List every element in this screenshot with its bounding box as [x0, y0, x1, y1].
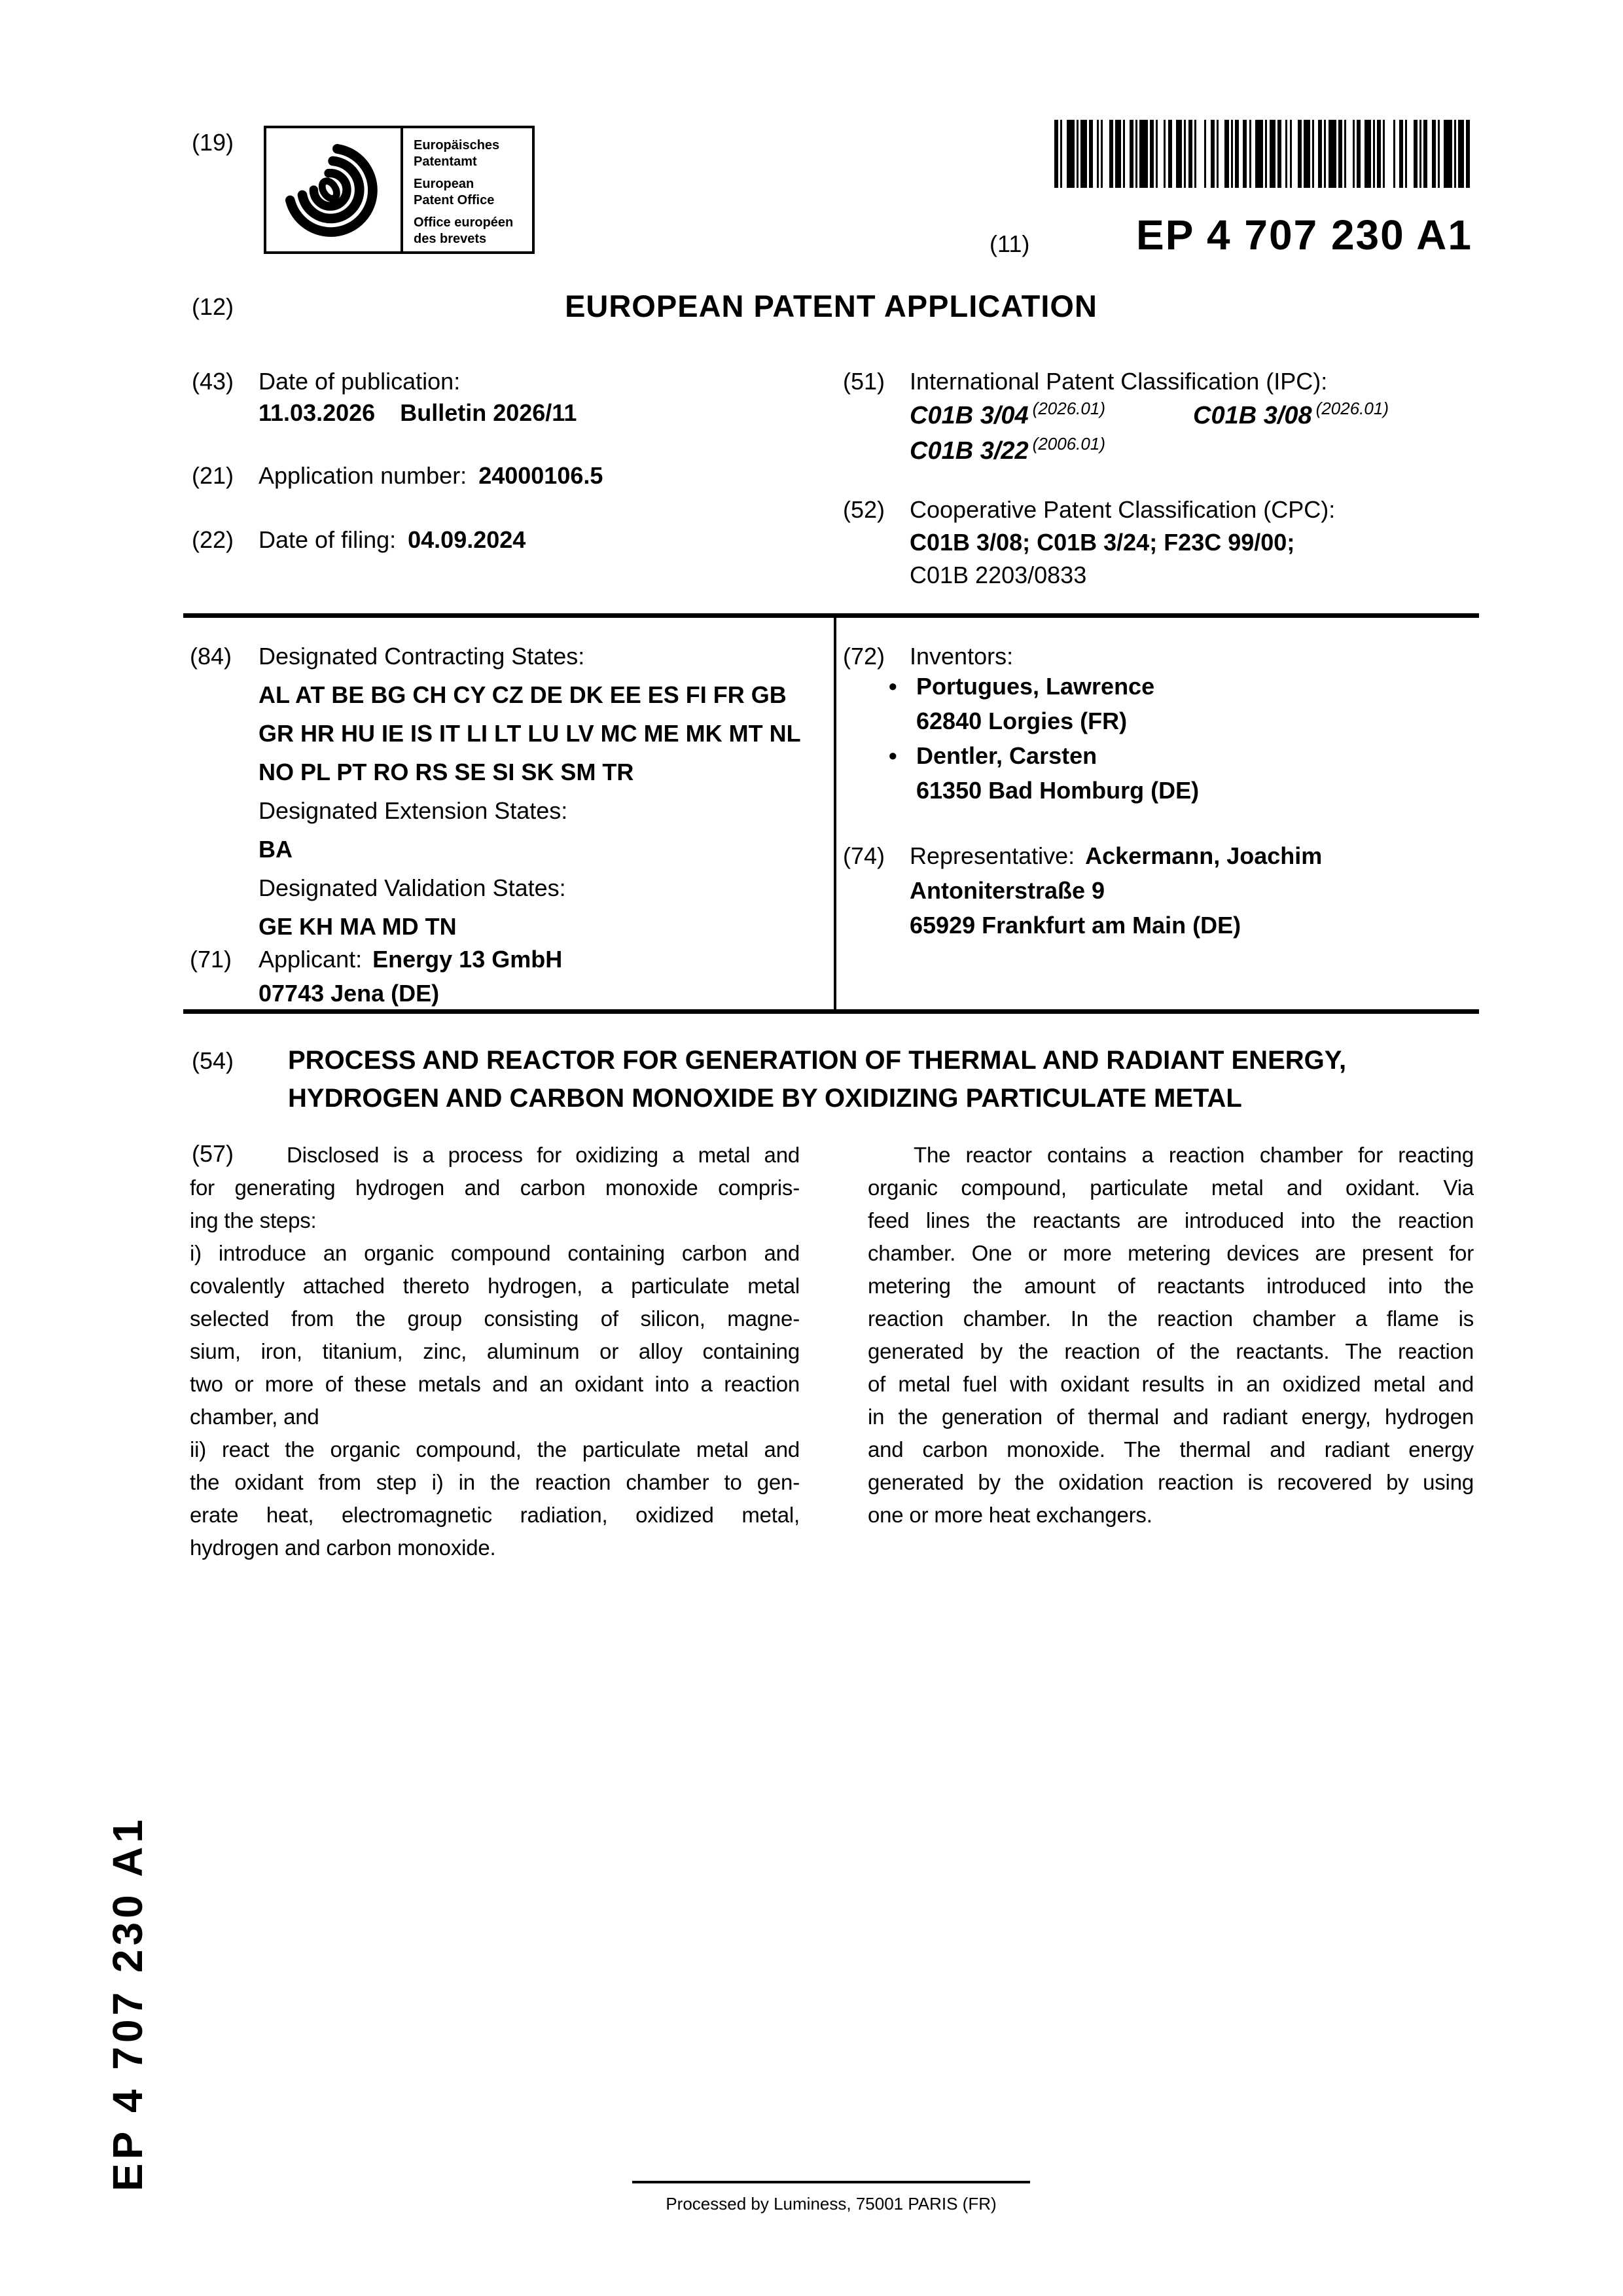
publication-date-value: [259, 399, 577, 426]
representative-row: [910, 842, 1322, 869]
ref-54: (54): [192, 1047, 234, 1074]
abstract-line: chamber. One or more metering devices are present for: [868, 1241, 1474, 1265]
abstract-line: sium, iron, titanium, zinc, aluminum or alloy containing: [190, 1339, 800, 1363]
abstract-line: generated by the oxidation reaction is recovered by using: [868, 1470, 1474, 1494]
cpc-codes-line1: C01B 3/08; C01B 3/24; F23C 99/00;: [910, 529, 1295, 556]
ref-74: (74): [843, 842, 885, 869]
representative-name: Ackermann, Joachim: [1085, 842, 1323, 869]
epo-name-fr-line1: Office européen: [414, 215, 514, 230]
abstract-line: The reactor contains a reaction chamber for reacting: [914, 1143, 1474, 1167]
ipc-entry-2: [1193, 399, 1389, 430]
sidebar-publication-number: EP 4 707 230 A1: [104, 1816, 151, 2191]
extension-states-label: Designated Extension States:: [259, 797, 568, 824]
inventors-label: Inventors:: [910, 643, 1014, 670]
filing-date-row: [259, 526, 526, 553]
ipc-line-2: [910, 434, 1105, 465]
application-number-label: Application number:: [259, 462, 467, 489]
table-top-rule: [183, 613, 1479, 618]
ipc-code-3: C01B 3/22: [910, 437, 1029, 465]
ref-52: (52): [843, 496, 885, 523]
applicant-name: Energy 13 GmbH: [372, 946, 563, 973]
extension-states-value: BA: [259, 836, 293, 863]
abstract-line: hydrogen and carbon monoxide.: [190, 1535, 496, 1560]
epo-logo-box: [264, 126, 535, 254]
abstract-line: Disclosed is a process for oxidizing a metal and: [287, 1143, 800, 1167]
document-type: EUROPEAN PATENT APPLICATION: [565, 289, 1097, 323]
ref-71: (71): [190, 946, 232, 973]
application-number: 24000106.5: [478, 462, 603, 489]
inventor-2-name: Dentler, Carsten: [916, 742, 1097, 769]
filing-date-label: Date of filing:: [259, 526, 397, 553]
ipc-code-1: C01B 3/04: [910, 402, 1029, 429]
epo-name-fr-line2: des brevets: [414, 232, 487, 246]
epo-logo-text: [401, 128, 532, 251]
abstract-line: ii) react the organic compound, the particulate metal and: [190, 1437, 800, 1462]
ref-22: (22): [192, 526, 234, 553]
abstract-line: chamber, and: [190, 1405, 319, 1429]
footer-rule: [632, 2181, 1030, 2183]
contracting-states-label: Designated Contracting States:: [259, 643, 585, 670]
ref-12: (12): [192, 293, 234, 320]
abstract-line: metering the amount of reactants introduced into the: [868, 1274, 1474, 1298]
invention-title-line2: HYDROGEN AND CARBON MONOXIDE BY OXIDIZING PARTICULATE METAL: [288, 1084, 1242, 1113]
ipc-version-3: (2006.01): [1032, 434, 1105, 454]
footer-text: Processed by Luminess, 75001 PARIS (FR): [666, 2194, 997, 2214]
inventor-2-address: 61350 Bad Homburg (DE): [916, 777, 1200, 804]
ipc-version-2: (2026.01): [1315, 399, 1389, 418]
publication-date-label: Date of publication:: [259, 368, 461, 395]
abstract-line: two or more of these metals and an oxidant into a reaction: [190, 1372, 800, 1396]
ipc-label: International Patent Classification (IPC):: [910, 368, 1328, 395]
ref-51: (51): [843, 368, 885, 395]
abstract-line: ing the steps:: [190, 1208, 317, 1232]
applicant-address: 07743 Jena (DE): [259, 980, 440, 1007]
publication-date: 11.03.2026: [259, 399, 376, 426]
epo-name-fr: [414, 215, 532, 247]
ref-84: (84): [190, 643, 232, 670]
abstract-line: in the generation of thermal and radiant energy, hydrogen: [868, 1405, 1474, 1429]
epo-name-de-line1: Europäisches: [414, 138, 500, 152]
validation-states-label: Designated Validation States:: [259, 874, 566, 901]
ref-11: (11): [990, 230, 1030, 257]
ref-21: (21): [192, 462, 234, 489]
ref-57: (57): [192, 1140, 234, 1167]
ref-19: (19): [192, 129, 234, 156]
applicant-row: [259, 946, 562, 973]
abstract-line: for generating hydrogen and carbon monoxide compris-: [190, 1175, 800, 1200]
representative-address-line2: 65929 Frankfurt am Main (DE): [910, 912, 1241, 939]
ref-72: (72): [843, 643, 885, 670]
abstract-line: reaction chamber. In the reaction chamber a flame is: [868, 1306, 1474, 1331]
representative-label: Representative:: [910, 842, 1075, 869]
abstract-line: erate heat, electromagnetic radiation, oxidized metal,: [190, 1503, 800, 1527]
epo-name-en: [414, 176, 532, 209]
filing-date: 04.09.2024: [408, 526, 526, 553]
abstract-line: covalently attached thereto hydrogen, a particulate metal: [190, 1274, 800, 1298]
contracting-states-line1: AL AT BE BG CH CY CZ DE DK EE ES FI FR GB: [259, 681, 787, 708]
invention-title-line1: PROCESS AND REACTOR FOR GENERATION OF THERMAL AND RADIANT ENERGY,: [288, 1046, 1347, 1075]
bulletin-number: Bulletin 2026/11: [400, 399, 577, 426]
abstract-line: organic compound, particulate metal and oxidant. Via: [868, 1175, 1474, 1200]
abstract-line: and carbon monoxide. The thermal and radiant energy: [868, 1437, 1474, 1462]
table-column-divider: [834, 613, 836, 1014]
representative-address-line1: Antoniterstraße 9: [910, 877, 1105, 904]
abstract-right-column: [868, 1139, 1474, 1532]
epo-name-en-line2: Patent Office: [414, 193, 495, 207]
inventor-1-name: Portugues, Lawrence: [916, 673, 1155, 700]
cpc-codes-line2: C01B 2203/0833: [910, 562, 1087, 588]
contracting-states-line3: NO PL PT RO RS SE SI SK SM TR: [259, 759, 634, 785]
abstract-line: one or more heat exchangers.: [868, 1503, 1152, 1527]
ipc-version-1: (2026.01): [1032, 399, 1105, 418]
abstract-left-column: [190, 1139, 800, 1564]
abstract-line: feed lines the reactants are introduced into the reaction: [868, 1208, 1474, 1232]
epo-name-de-line2: Patentamt: [414, 154, 477, 169]
abstract-line: the oxidant from step i) in the reaction chamber to gen-: [190, 1470, 800, 1494]
contracting-states-line2: GR HR HU IE IS IT LI LT LU LV MC ME MK MT NL: [259, 720, 801, 747]
validation-states-value: GE KH MA MD TN: [259, 913, 457, 940]
inventor-1-bullet: •: [889, 673, 897, 700]
epo-name-de: [414, 137, 532, 170]
abstract-line: selected from the group consisting of silicon, magne-: [190, 1306, 800, 1331]
applicant-label: Applicant:: [259, 946, 363, 973]
inventor-1-address: 62840 Lorgies (FR): [916, 708, 1128, 734]
barcode: [1054, 120, 1474, 188]
epo-name-en-line1: European: [414, 177, 474, 191]
epo-logo-icon: [266, 128, 401, 251]
ref-43: (43): [192, 368, 234, 395]
publication-number: EP 4 707 230 A1: [1136, 211, 1472, 259]
abstract-line: of metal fuel with oxidant results in an oxidized metal and: [868, 1372, 1474, 1396]
ipc-code-2: C01B 3/08: [1193, 402, 1312, 429]
abstract-line: generated by the reaction of the reactants. The reaction: [868, 1339, 1474, 1363]
inventor-2-bullet: •: [889, 742, 897, 769]
application-number-row: [259, 462, 603, 489]
table-bottom-rule: [183, 1009, 1479, 1014]
cpc-label: Cooperative Patent Classification (CPC):: [910, 496, 1336, 523]
ipc-line-1: [910, 399, 1479, 430]
epo-swirl-icon: [281, 137, 386, 242]
abstract-line: i) introduce an organic compound containing carbon and: [190, 1241, 800, 1265]
